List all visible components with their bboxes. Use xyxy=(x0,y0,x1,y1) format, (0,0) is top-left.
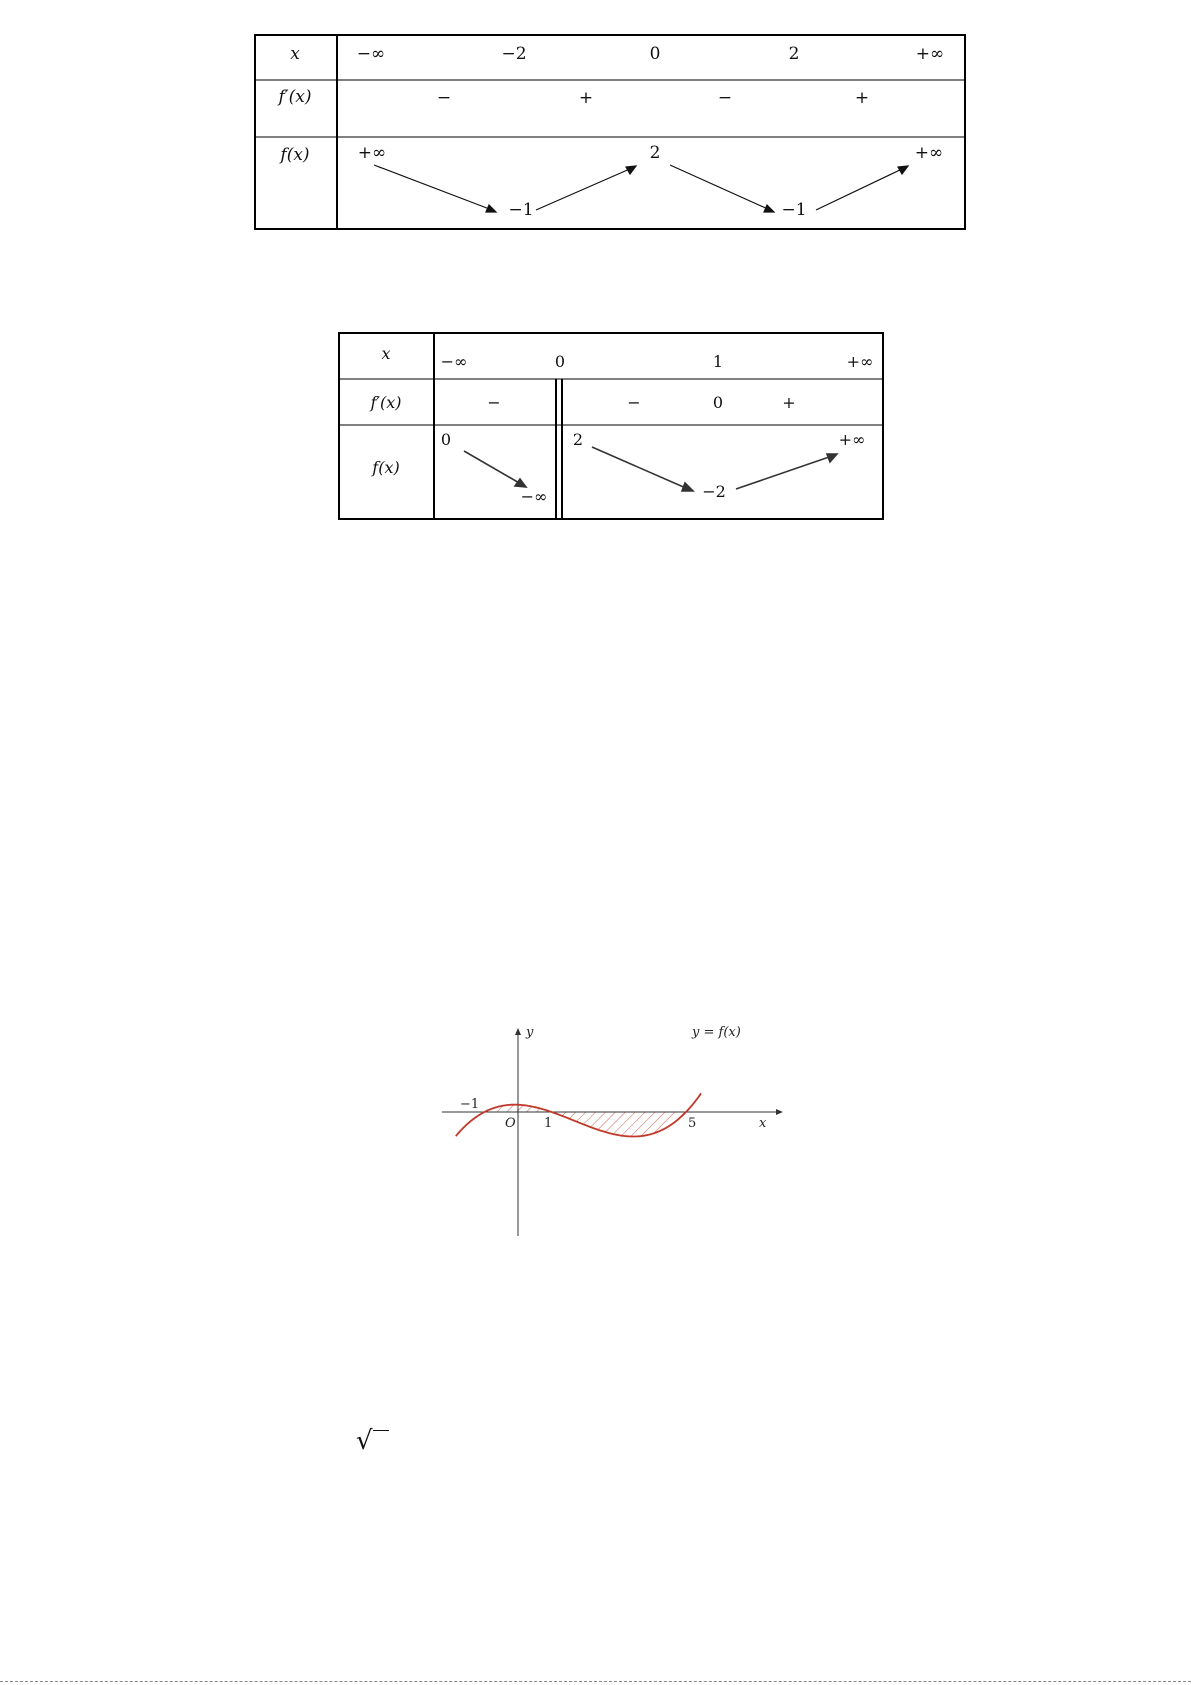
table2-border xyxy=(339,333,883,519)
table1-derivative-sign: − xyxy=(717,88,733,108)
table1-function-value: −1 xyxy=(508,200,534,220)
table2-function-label: f(x) xyxy=(372,458,400,477)
table1-decrease-arrow xyxy=(374,165,492,210)
table1-function-value: +∞ xyxy=(914,143,944,163)
y-axis-label: y xyxy=(526,1025,534,1040)
variation-table-2 xyxy=(338,332,884,520)
table1-derivative-sign: + xyxy=(854,88,870,108)
sqrt-overline xyxy=(373,1430,389,1431)
tick-label-5: 5 xyxy=(688,1116,697,1131)
table2-function-value: +∞ xyxy=(838,430,866,449)
table1-derivative-sign: + xyxy=(578,88,594,108)
table1-derivative-sign: − xyxy=(436,88,452,108)
table2-function-value: 2 xyxy=(572,430,584,449)
table1-x-value: −∞ xyxy=(356,44,386,64)
table1-x-label: x xyxy=(290,44,300,64)
table2-function-value: −∞ xyxy=(520,487,548,506)
sqrt-symbol xyxy=(356,1428,389,1454)
tick-label-1: 1 xyxy=(544,1116,553,1131)
table1-increase-arrow xyxy=(816,168,904,210)
sqrt-glyph: √ xyxy=(356,1426,373,1456)
table1-function-value: −1 xyxy=(781,200,807,220)
table2-derivative-sign: + xyxy=(782,393,796,412)
table2-derivative-sign: − xyxy=(487,393,501,412)
table2-function-value: 0 xyxy=(440,430,452,449)
tick-label-minus-1: −1 xyxy=(460,1097,480,1112)
table2-decrease-arrow xyxy=(464,451,521,484)
table2-decrease-arrow xyxy=(592,447,688,489)
table1-x-value: +∞ xyxy=(915,44,945,64)
table2-x-value: −∞ xyxy=(440,352,468,371)
shaded-region-2 xyxy=(552,1112,686,1137)
table1-derivative-label: f′(x) xyxy=(278,87,312,107)
x-axis-label: x xyxy=(759,1116,767,1131)
origin-label: O xyxy=(505,1116,516,1131)
table2-function-value: −2 xyxy=(702,482,726,501)
table1-border xyxy=(255,35,965,229)
function-graph xyxy=(430,1020,790,1240)
table2-x-value: 0 xyxy=(554,352,566,371)
table2-increase-arrow xyxy=(736,456,832,489)
table2-x-value: +∞ xyxy=(846,352,874,371)
curve-label: y = f(x) xyxy=(692,1025,741,1040)
table2-derivative-sign: − xyxy=(627,393,641,412)
table1-increase-arrow xyxy=(536,168,632,210)
table1-x-value: 2 xyxy=(788,44,800,64)
table1-function-label: f(x) xyxy=(280,145,310,165)
table1-x-value: 0 xyxy=(649,44,661,64)
table1-x-value: −2 xyxy=(501,44,527,64)
table1-decrease-arrow xyxy=(670,165,770,210)
table2-derivative-label: f′(x) xyxy=(370,393,402,412)
page-bottom-rule xyxy=(0,1681,1191,1682)
table1-function-value: +∞ xyxy=(357,143,387,163)
table1-function-value: 2 xyxy=(649,143,661,163)
table2-x-value: 1 xyxy=(712,352,724,371)
variation-table-1 xyxy=(254,34,966,230)
table2-derivative-sign: 0 xyxy=(712,393,724,412)
table2-x-label: x xyxy=(381,344,391,363)
